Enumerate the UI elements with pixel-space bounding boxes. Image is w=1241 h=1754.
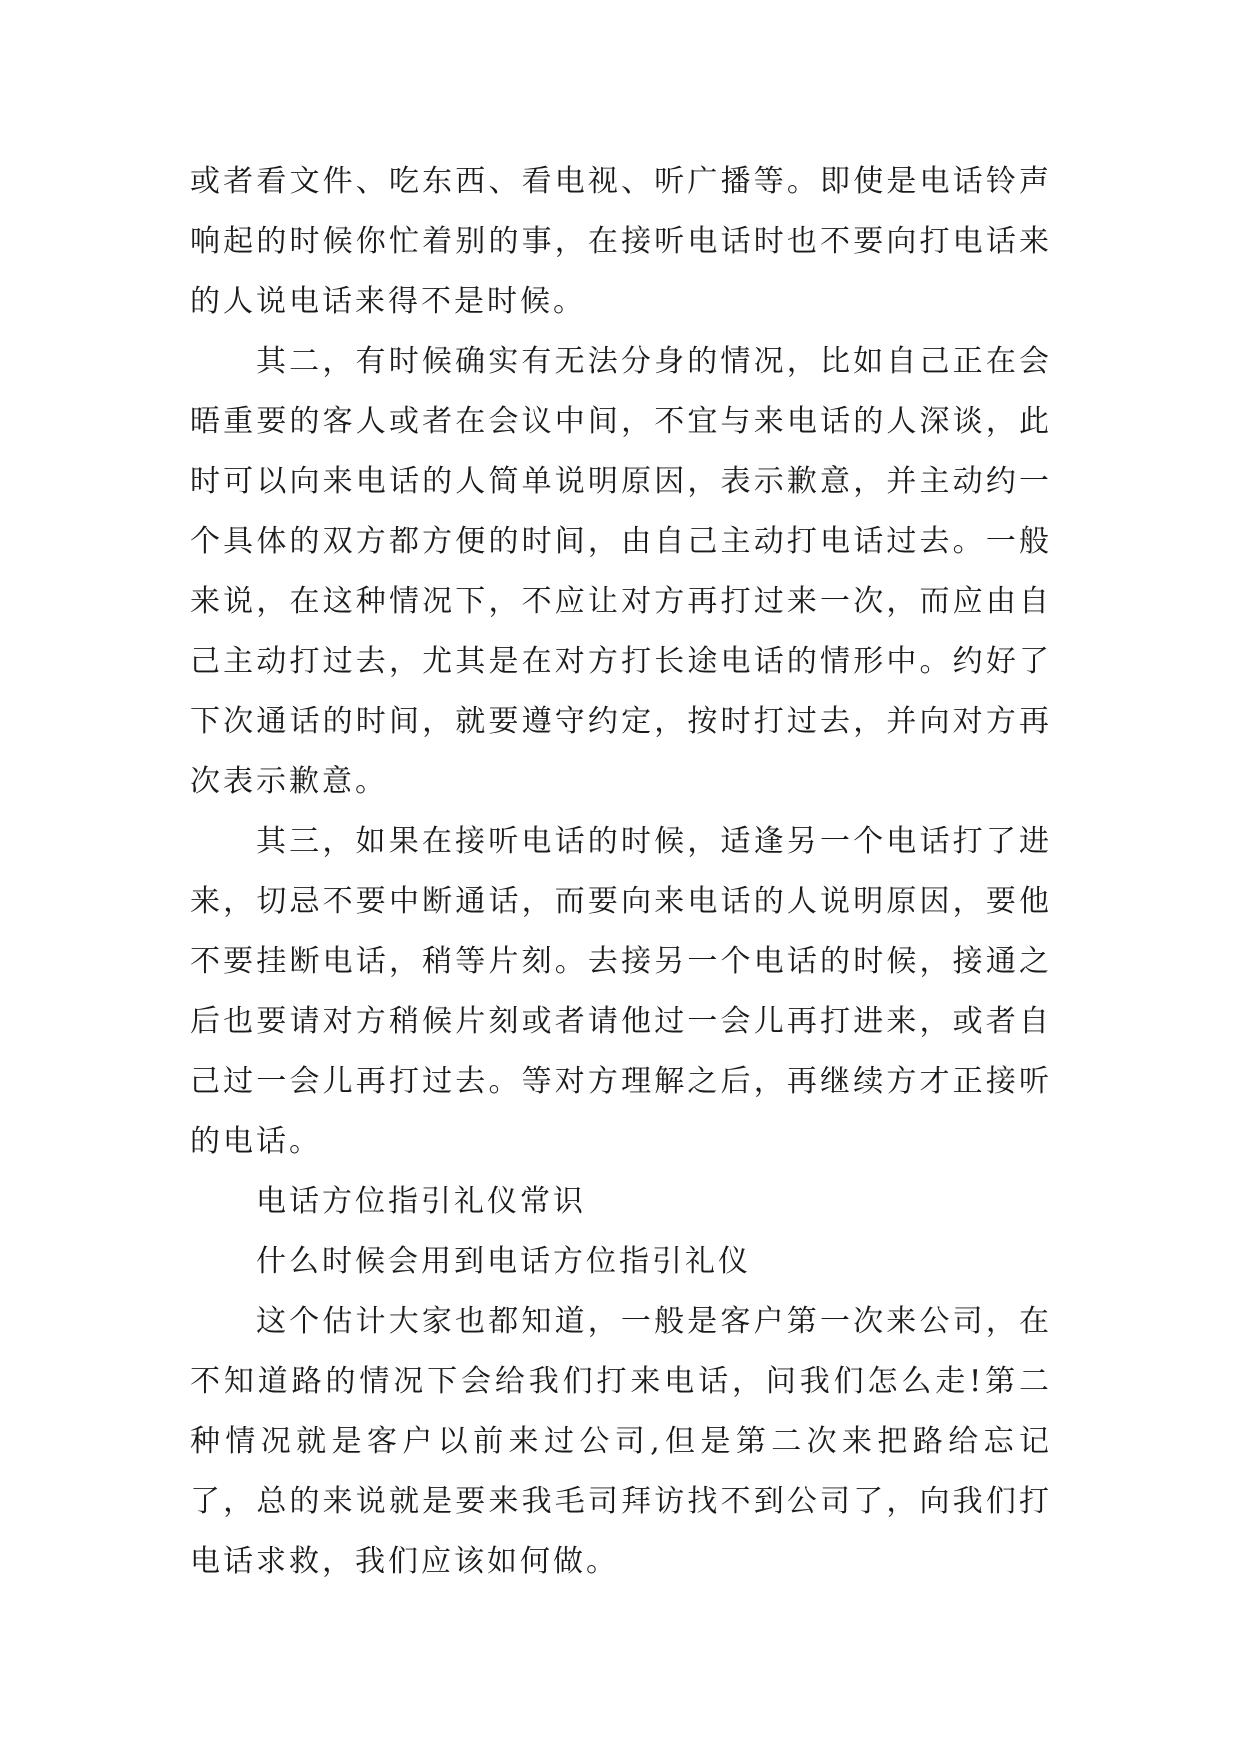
document-body bbox=[190, 152, 1052, 1592]
paragraph-continuation: 或者看文件、吃东西、看电视、听广播等。即使是电话铃声响起的时候你忙着别的事，在接听电话时也不要向打电话来的人说电话来得不是时候。 bbox=[190, 164, 1052, 319]
paragraph-second-point: 其二，有时候确实有无法分身的情况，比如自己正在会晤重要的客人或者在会议中间，不宜与来电话的人深谈，此时可以向来电话的人简单说明原因，表示歉意，并主动约一个具体的双方都方便的时间，由自己主动打电话过去。一般来说，在这种情况下，不应让对方再打过来一次，而应由自己主动打过去，尤其是在对方打长途电话的情形中。约好了下次通话的时间，就要遵守约定，按时打过去，并向对方再次表示歉意。 bbox=[190, 344, 1052, 799]
paragraph-third-point: 其三，如果在接听电话的时候，适逢另一个电话打了进来，切忌不要中断通话，而要向来电话的人说明原因，要他不要挂断电话，稍等片刻。去接另一个电话的时候，接通之后也要请对方稍候片刻或者请他过一会儿再打进来，或者自己过一会儿再打过去。等对方理解之后，再继续方才正接听的电话。 bbox=[190, 824, 1052, 1159]
subsection-heading: 什么时候会用到电话方位指引礼仪 bbox=[256, 1244, 751, 1279]
section-heading: 电话方位指引礼仪常识 bbox=[256, 1184, 586, 1219]
paragraph-direction-guidance: 这个估计大家也都知道，一般是客户第一次来公司，在不知道路的情况下会给我们打来电话，问我们怎么走!第二种情况就是客户以前来过公司,但是第二次来把路给忘记了，总的来说就是要来我毛司拜访找不到公司了，向我们打电话求救，我们应该如何做。 bbox=[190, 1304, 1052, 1579]
